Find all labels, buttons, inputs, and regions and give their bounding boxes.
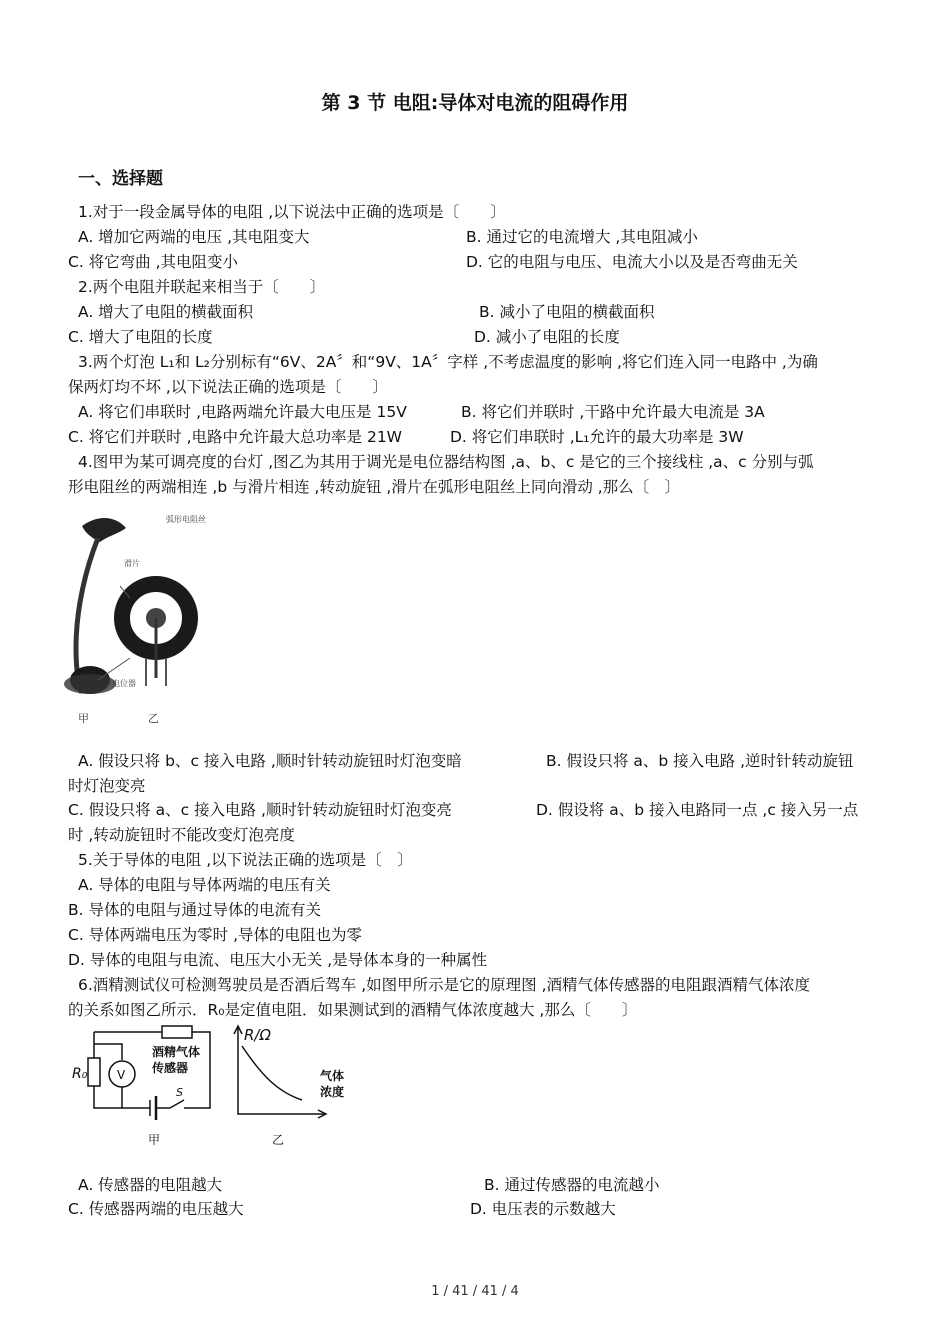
q1-option-d: D. 它的电阻与电压、电流大小以及是否弯曲无关: [466, 253, 798, 271]
q6-stem-line2: 的关系如图乙所示．R₀是定值电阻．如果测试到的酒精气体浓度越大 ,那么〔 〕: [68, 1001, 638, 1019]
q6-option-c: C. 传感器两端的电压越大: [68, 1200, 244, 1218]
q1-option-a: A. 增加它两端的电压 ,其电阻变大: [78, 228, 310, 246]
fig-label-sensor-line1: 酒精气体: [152, 1045, 201, 1059]
q2-option-a: A. 增大了电阻的横截面积: [78, 303, 254, 321]
fig-label-resistance-wire: 弧形电阻丝: [166, 515, 206, 524]
q3-option-d: D. 将它们串联时 ,L₁允许的最大功率是 3W: [450, 428, 744, 446]
q4-figure: [68, 508, 206, 732]
q2-stem: 2.两个电阻并联起来相当于〔 〕: [78, 278, 326, 296]
page-number: 1 / 41 / 41 / 4: [431, 1284, 519, 1299]
fig-label-sensor-line2: 传感器: [152, 1061, 189, 1075]
q4-option-b-line1: B. 假设只将 a、b 接入电路 ,逆时针转动旋钮: [546, 752, 854, 770]
fig-label-jia: 甲: [78, 712, 89, 725]
q5-option-b: B. 导体的电阻与通过导体的电流有关: [68, 901, 321, 919]
q4-option-d-line2: 时 ,转动旋钮时不能改变灯泡亮度: [68, 826, 295, 844]
q3-stem-line1: 3.两个灯泡 L₁和 L₂分别标有“6V、2A〞和“9V、1A〞字样 ,不考虑温度的影响 ,将它们连入同一电路中 ,为确: [78, 353, 818, 371]
q5-stem: 5.关于导体的电阻 ,以下说法正确的选项是〔 〕: [78, 851, 413, 869]
q2-option-b: B. 减小了电阻的横截面积: [479, 303, 655, 321]
q6-option-b: B. 通过传感器的电流越小: [484, 1176, 660, 1194]
q3-option-b: B. 将它们并联时 ,干路中允许最大电流是 3A: [461, 403, 765, 421]
q4-option-b-line2: 时灯泡变亮: [68, 777, 146, 795]
q6-figure: [66, 1022, 366, 1154]
q4-stem-line2: 形电阻丝的两端相连 ,b 与滑片相连 ,转动旋钮 ,滑片在弧形电阻丝上同向滑动 ,那么〔 〕: [68, 478, 681, 496]
section-heading: 一、选择题: [78, 169, 163, 189]
fig-label-potentiometer: 电位器: [112, 679, 136, 688]
voltmeter-icon: V: [117, 1068, 126, 1082]
q4-option-d-line1: D. 假设将 a、b 接入电路同一点 ,c 接入另一点: [536, 801, 859, 819]
q6-option-a: A. 传感器的电阻越大: [78, 1176, 223, 1194]
circuit-diagram: [88, 1026, 210, 1120]
q3-stem-line2: 保两灯均不坏 ,以下说法正确的选项是〔 〕: [68, 378, 388, 396]
q1-stem: 1.对于一段金属导体的电阻 ,以下说法中正确的选项是〔 〕: [78, 203, 506, 221]
q1-option-c: C. 将它弯曲 ,其电阻变小: [68, 253, 239, 271]
fig-label-r0: R₀: [72, 1066, 88, 1082]
q1-option-b: B. 通过它的电流增大 ,其电阻减小: [466, 228, 698, 246]
fig-x-axis-label-line1: 气体: [320, 1069, 345, 1083]
q5-option-a: A. 导体的电阻与导体两端的电压有关: [78, 876, 331, 894]
q4-option-a: A. 假设只将 b、c 接入电路 ,顺时针转动旋钮时灯泡变暗: [78, 752, 462, 770]
fig-y-axis-label: R/Ω: [244, 1026, 271, 1044]
q6-option-d: D. 电压表的示数越大: [470, 1200, 616, 1218]
fig-label-jia: 甲: [148, 1133, 161, 1147]
q3-option-c: C. 将它们并联时 ,电路中允许最大总功率是 21W: [68, 428, 403, 446]
q2-option-c: C. 增大了电阻的长度: [68, 328, 213, 346]
q3-option-a: A. 将它们串联时 ,电路两端允许最大电压是 15V: [78, 403, 407, 421]
potentiometer-drawing: [98, 584, 190, 686]
fig-label-yi: 乙: [148, 712, 159, 725]
q4-stem-line1: 4.图甲为某可调亮度的台灯 ,图乙为其用于调光是电位器结构图 ,a、b、c 是它的三个接线柱 ,a、c 分别与弧: [78, 453, 814, 471]
fig-label-slider: 滑片: [124, 559, 140, 568]
fig-label-switch: S: [176, 1086, 183, 1099]
fig-label-yi: 乙: [272, 1133, 285, 1147]
q5-option-c: C. 导体两端电压为零时 ,导体的电阻也为零: [68, 926, 363, 944]
q4-option-c: C. 假设只将 a、c 接入电路 ,顺时针转动旋钮时灯泡变亮: [68, 801, 452, 819]
page-title: 第 3 节 电阻:导体对电流的阻碍作用: [321, 92, 629, 114]
fig-x-axis-label-line2: 浓度: [320, 1085, 345, 1099]
q2-option-d: D. 减小了电阻的长度: [474, 328, 620, 346]
q5-option-d: D. 导体的电阻与电流、电压大小无关 ,是导体本身的一种属性: [68, 951, 488, 969]
q6-stem-line1: 6.酒精测试仪可检测驾驶员是否酒后驾车 ,如图甲所示是它的原理图 ,酒精气体传感器的电阻跟酒精气体浓度: [78, 976, 810, 994]
